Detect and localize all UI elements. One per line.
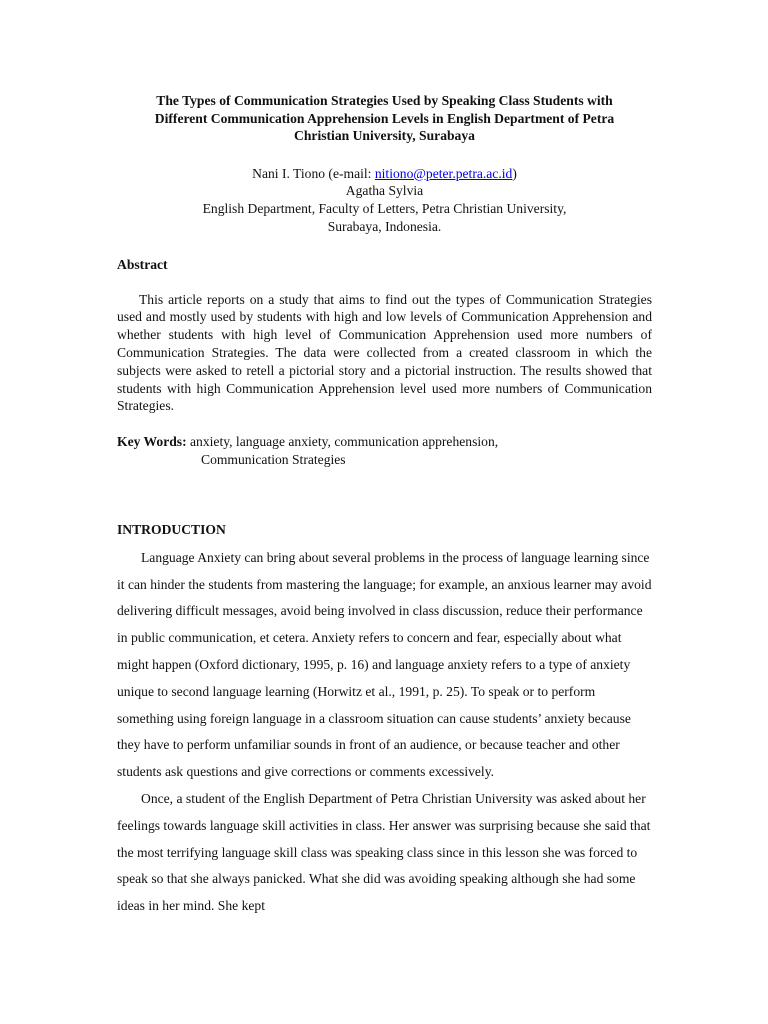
author-email-link[interactable]: nitiono@peter.petra.ac.id [374,165,513,181]
abstract-heading: Abstract [117,256,168,272]
author-1 [117,165,652,183]
title-line: Christian University, Surabaya [294,128,475,143]
section-heading-introduction: INTRODUCTION [117,521,226,537]
introduction-paragraph-1: Language Anxiety can bring about several problems in the process of language learning since it can hinder the students from mastering the language; for example, an anxious learner may avoid delivering difficult messages, avoid being involved in class discussion, reduce their performance in public communication, et cetera. Anxiety refers to concern and fear, especially about what might happen (Oxford dictionary, 1995, p. 16) and language anxiety refers to a type of anxiety unique to second language learning (Horwitz et al., 1991, p. 25). To speak or to perform something using foreign language in a classroom situation can cause students’ anxiety because they have to perform unfamiliar sounds in front of an audience, or because teacher and other students ask questions and give corrections or comments excessively. [117,549,652,780]
author-1-suffix: ) [512,165,517,181]
introduction-paragraph-2: Once, a student of the English Department of Petra Christian University was asked about her feelings towards language skill activities in class. Her answer was surprising because she said that the most terrifying language skill class was speaking class since in this lesson she was forced to speak so that she always panicked. What she did was avoiding speaking although she had some ideas in her mind. She kept [117,791,651,914]
affiliation-line: Surabaya, Indonesia. [327,218,442,234]
keywords-line-1: anxiety, language anxiety, communication apprehension, [186,434,499,450]
affiliation-line: English Department, Faculty of Letters, Petra Christian University, [202,201,567,217]
title-line: The Types of Communication Strategies Used by Speaking Class Students with [156,93,613,108]
keywords-label: Key Words: [117,434,187,450]
keywords-line-2: Communication Strategies [201,452,346,468]
paper-title [117,92,652,145]
keywords-block [117,433,652,469]
document-page [117,92,652,920]
author-1-name: Nani I. Tiono (e-mail: [252,165,375,181]
abstract-body: This article reports on a study that aims to find out the types of Communication Strategies used and mostly used by students with high and low levels of Communication Apprehension and whether students with high level of Communication Apprehension used more numbers of Communication Strategies. The data were collected from a created classroom in which the subjects were asked to retell a pictorial story and a pictorial instruction. The results showed that students with high Communication Apprehension level used more numbers of Communication Strategies. [117,291,652,414]
author-block [117,165,652,236]
title-line: Different Communication Apprehension Levels in English Department of Petra [154,110,615,126]
author-2: Agatha Sylvia [345,183,424,199]
